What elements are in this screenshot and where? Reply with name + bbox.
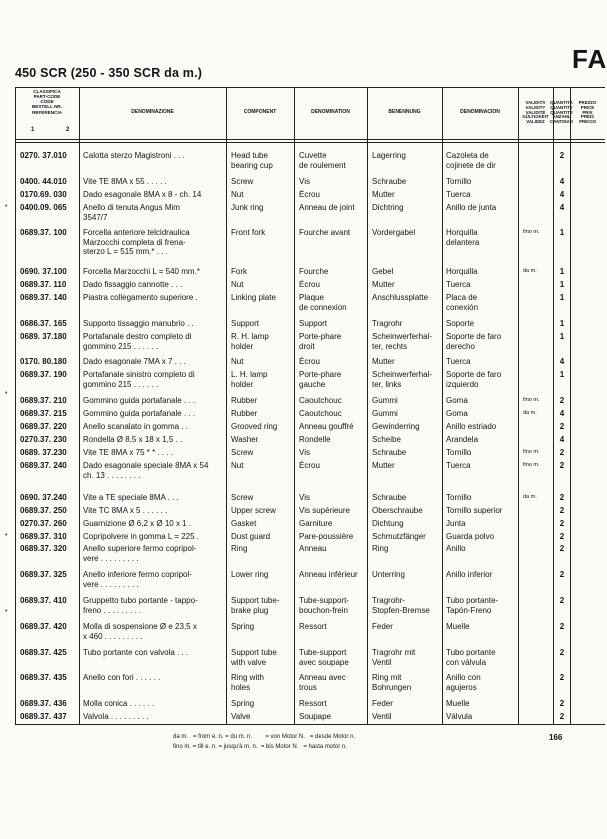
english-name: Screw [231,493,254,502]
quantity: 2 [559,461,565,470]
quantity: 4 [559,203,565,212]
german-name: Gummi [372,409,398,418]
part-code: 0689.37. 437 [20,712,67,721]
german-name: Dichtring [372,203,404,212]
german-name: Gebel [372,267,394,276]
spanish-name: Anillo [446,544,466,553]
italian-name: Vite a TE speciale 8MA . . . [83,493,179,502]
spanish-name: Arandela [446,435,479,444]
english-name: Ring with holes [231,673,264,692]
italian-name: Tubo portante con valvola . . . [83,648,189,657]
german-name: Scheinwerferhal- ter, links [372,370,433,389]
french-name: Pare-poussière [299,532,354,541]
french-name: Écrou [299,190,320,199]
column-rule [79,87,80,725]
spanish-name: Tuerca [446,357,471,366]
part-code: 0270. 37.010 [20,151,67,160]
german-name: Gummi [372,396,398,405]
german-name: Mutter [372,357,395,366]
french-name: Vis [299,177,310,186]
part-code: 0689.37. 410 [20,596,67,605]
italian-name: Calotta sterzo Magistroni . . . [83,151,185,160]
quantity: 2 [559,519,565,528]
english-name: Nut [231,190,244,199]
italian-name: Molla di sospensione Ø e 23,5 x x 460 . . . . . . . . . [83,622,197,641]
quantity: 4 [559,435,565,444]
italian-name: Forcella anteriore telcidraulica Marzocchi completa di frena- sterzo L = 515 mm.* . . . [83,228,190,256]
german-name: Feder [372,622,393,631]
spanish-name: Tuerca [446,280,471,289]
part-code: 0689. 37.180 [20,332,67,341]
spanish-name: Guarda polvo [446,532,495,541]
italian-name: Supporto tissaggio manubrio . . [83,319,194,328]
french-name: Support [299,319,328,328]
quantity: 2 [559,151,565,160]
scan-dot: • [5,608,8,615]
spanish-name: Muelle [446,699,470,708]
english-name: Spring [231,622,255,631]
spanish-name: Placa de conexión [446,293,479,312]
italian-name: Rondella Ø 8,5 x 18 x 1,5 . . [83,435,183,444]
quantity: 4 [559,409,565,418]
validity-note: fino m. [523,449,540,455]
english-name: Linking plate [231,293,276,302]
part-code: 0689.37. 100 [20,228,67,237]
english-name: Nut [231,357,244,366]
quantity: 2 [559,596,565,605]
french-name: Anneau inférieur [299,570,358,579]
scan-dot: • [5,532,8,539]
french-name: Porte-phare gauche [299,370,342,389]
quantity: 2 [559,396,565,405]
italian-name: Portafanale destro completo di gommino 215 . . . . . . [83,332,192,351]
french-name: Caoutchouc [299,396,342,405]
german-name: Anschlussplatte [372,293,429,302]
french-name: Écrou [299,461,320,470]
italian-name: Gommino guida portafanale . . . [83,396,196,405]
part-code: 0270.37. 230 [20,435,67,444]
quantity: 2 [559,493,565,502]
english-name: Rubber [231,409,258,418]
italian-name: Anello superiore fermo copripol- vere . . . . . . . . . [83,544,197,563]
german-name: Feder [372,699,393,708]
french-name: Écrou [299,357,320,366]
french-name: Anneau avec trous [299,673,346,692]
spanish-name: Tubo portante con válvula [446,648,496,667]
quantity: 2 [559,570,565,579]
spanish-name: Válvula [446,712,473,721]
german-name: Schraube [372,177,407,186]
quantity: 4 [559,357,565,366]
part-code: 0270.37. 260 [20,519,67,528]
french-name: Caoutchouc [299,409,342,418]
french-name: Tube-support avec soupape [299,648,349,667]
spanish-name: Soporte de faro izquierdo [446,370,502,389]
spanish-name: Tornillo [446,493,472,502]
quantity: 1 [559,280,565,289]
english-name: Grooved ring [231,422,278,431]
quantity: 2 [559,532,565,541]
part-code: 0689.37. 425 [20,648,67,657]
english-name: Spring [231,699,255,708]
french-name: Vis supérieure [299,506,350,515]
part-code: 0689.37. 320 [20,544,67,553]
german-name: Scheibe [372,435,401,444]
english-name: Junk ring [231,203,264,212]
french-name: Ressort [299,699,327,708]
header-spanish: DENOMINACION [460,109,500,116]
page-title: 450 SCR (250 - 350 SCR da m.) [15,66,203,80]
quantity: 2 [559,673,565,682]
header-italian: DENOMINAZIONE [131,109,174,116]
french-name: Tube-support- bouchon-frein [299,596,349,615]
header-figure-1: 1 [31,127,35,133]
english-name: Screw [231,448,254,457]
quantity: 1 [559,228,565,237]
validity-note: da m. [523,410,537,416]
english-name: R. H. lamp holder [231,332,269,351]
validity-note: da m. [523,268,537,274]
column-rule [553,87,554,725]
scan-dot: • [5,390,8,397]
header-double-rule [15,142,605,143]
english-name: Valve [231,712,251,721]
italian-name: Dado esagonale 8MA x 8 - ch. 14 [83,190,202,199]
quantity: 2 [559,506,565,515]
quantity: 4 [559,190,565,199]
italian-name: Anello di tenuta Angus Mim 3547/7 [83,203,180,222]
english-name: Screw [231,177,254,186]
quantity: 1 [559,370,565,379]
spanish-name: Muelle [446,622,470,631]
validity-note: fino m. [523,462,540,468]
english-name: Upper screw [231,506,276,515]
french-name: Plaque de connexion [299,293,347,312]
german-name: Schraube [372,493,407,502]
german-name: Dichtung [372,519,404,528]
spanish-name: Soporte de faro derecho [446,332,502,351]
part-code: 0689.37. 140 [20,293,67,302]
part-code: 0689.37. 190 [20,370,67,379]
part-code: 0400.09. 065 [20,203,67,212]
german-name: Gewinderring [372,422,420,431]
validity-note: fino m. [523,397,540,403]
part-code: 0689.37. 110 [20,280,67,289]
header-validity: VALIDITÀ VALIDITY VALIDITÉ GÜLTIGKEIT VALIDEZ [522,99,549,125]
spanish-name: Tornillo superior [446,506,503,515]
italian-name: Valvola . . . . . . . . . [83,712,149,721]
spanish-name: Goma [446,409,468,418]
french-name: Fourche [299,267,329,276]
italian-name: Dado esagonale speciale 8MA x 54 ch. 13 . . . . . . . . [83,461,209,480]
english-name: Support tube- brake plug [231,596,280,615]
header-part-code: CLASSIFICA PART-CODE CODE BESTELL NR. REFERENCIA [31,89,63,115]
parts-table [15,87,605,725]
german-name: Mutter [372,280,395,289]
italian-name: Copripolvere in gomma L = 225 . [83,532,199,541]
english-name: Washer [231,435,259,444]
spanish-name: Tubo portante- Tapón-Freno [446,596,499,615]
column-rule [15,87,16,725]
italian-name: Anello scanalato in gomma . . [83,422,188,431]
german-name: Schraube [372,448,407,457]
italian-name: Anello inferiore fermo copripol- vere . . . . . . . . . [83,570,192,589]
italian-name: Vite TE 8MA x 55 . . . . . [83,177,167,186]
english-name: Fork [231,267,247,276]
quantity: 2 [559,622,565,631]
german-name: Oberschraube [372,506,423,515]
spanish-name: Tuerca [446,461,471,470]
part-code: 0689.37. 435 [20,673,67,682]
header-bottom-rule [15,139,605,140]
part-code: 0689.37. 325 [20,570,67,579]
german-name: Schmutzfänger [372,532,426,541]
italian-name: Gruppetto tubo portante - tappo- freno . . . . . . . . . [83,596,198,615]
english-name: Support tube with valve [231,648,277,667]
english-name: Gasket [231,519,257,528]
part-code: 0689.37. 220 [20,422,67,431]
header-french: DENOMINATION [311,109,350,116]
part-code: 0689.37. 215 [20,409,67,418]
header-quantity: QUANTITÀ QUANTITY QUANTITÉ ANZAHL CANTIDAD [550,99,573,125]
header-german: BENENNUNG [388,109,421,116]
column-rule [570,87,571,725]
part-code: 0689.37. 436 [20,699,67,708]
german-name: Unterring [372,570,405,579]
italian-name: Guarnizione Ø 6,2 x Ø 10 x 1 . [83,519,192,528]
spanish-name: Tornillo [446,448,472,457]
page-number: 166 [549,733,563,742]
part-code: 0690. 37.100 [20,267,67,276]
validity-note: fino m. [523,229,540,235]
german-name: Vordergabel [372,228,416,237]
french-name: Garniture [299,519,333,528]
quantity: 2 [559,712,565,721]
english-name: Rubber [231,396,258,405]
spanish-name: Tuerca [446,190,471,199]
table-bottom-rule [15,724,605,725]
english-name: Head tube bearing cup [231,151,273,170]
quantity: 1 [559,319,565,328]
spanish-name: Anillo con agujeros [446,673,481,692]
spanish-name: Goma [446,396,468,405]
quantity: 1 [559,267,565,276]
spanish-name: Horquilla [446,267,478,276]
part-code: 0689.37. 210 [20,396,67,405]
quantity: 2 [559,544,565,553]
header-figure-2: 2 [66,127,70,133]
english-name: Nut [231,280,244,289]
french-name: Anneau [299,544,327,553]
english-name: Front fork [231,228,266,237]
french-name: Anneau de joint [299,203,355,212]
italian-name: Portafanale sinistro completo di gommino 215 . . . . . . [83,370,195,389]
german-name: Ring [372,544,389,553]
spanish-name: Anillo estriado [446,422,497,431]
header-price: PREZZO PRICE PRIX PREIS PRECIO [578,99,597,125]
english-name: Ring [231,544,248,553]
italian-name: Anello con fori . . . . . . [83,673,161,682]
german-name: Lagerring [372,151,406,160]
part-code: 0689.37. 420 [20,622,67,631]
part-code: 0689.37. 240 [20,461,67,470]
italian-name: Vite TC 8MA x 5 . . . . . . [83,506,168,515]
english-name: Dust guard [231,532,271,541]
quantity: 2 [559,422,565,431]
validity-note: da m. [523,494,537,500]
french-name: Vis [299,448,310,457]
quantity: 2 [559,699,565,708]
part-code: 0400. 44.010 [20,177,67,186]
german-name: Ventil [372,712,392,721]
english-name: Nut [231,461,244,470]
part-code: 0689. 37.230 [20,448,67,457]
french-name: Vis [299,493,310,502]
german-name: Mutter [372,190,395,199]
part-code: 0170. 80.180 [20,357,67,366]
italian-name: Molla conica . . . . . . [83,699,155,708]
french-name: Rondelle [299,435,331,444]
english-name: Lower ring [231,570,269,579]
quantity: 1 [559,293,565,302]
german-name: Tragrohr mit Ventil [372,648,416,667]
spanish-name: Tornillo [446,177,472,186]
quantity: 2 [559,648,565,657]
italian-name: Piastra collegamento superiore . [83,293,198,302]
part-code: 0170.69. 030 [20,190,67,199]
scan-dot: • [5,203,8,210]
quantity: 1 [559,332,565,341]
french-name: Fourche avant [299,228,351,237]
validity-legend: da m. = from e. n. = du m. n. = von Motor N. = desde Motor n. fino m. = till e. n. = jusqu'à m. n. = bis Motor N. = hasta motor n. [173,734,356,750]
spanish-name: Junta [446,519,466,528]
english-name: Support [231,319,260,328]
header-english: COMPONENT [243,109,277,116]
german-name: Tragrohr [372,319,403,328]
spanish-name: Soporte [446,319,475,328]
part-code: 0689.37. 310 [20,532,67,541]
spanish-name: Horquilla delantera [446,228,480,247]
french-name: Porte-phare droit [299,332,342,351]
french-name: Cuvette de roulement [299,151,346,170]
part-code: 0690. 37.240 [20,493,67,502]
spanish-name: Anillo inferior [446,570,493,579]
spanish-name: Anillo de junta [446,203,497,212]
italian-name: Vite TE 8MA x 75 * * . . . . [83,448,173,457]
italian-name: Dado esagonale 7MA x 7 . . . [83,357,186,366]
german-name: Scheinwerferhal- ter, rechts [372,332,433,351]
english-name: L. H. lamp holder [231,370,268,389]
part-code: 0686.37. 165 [20,319,67,328]
quantity: 4 [559,177,565,186]
spanish-name: Cazoleta de cojinete de dir [446,151,496,170]
quantity: 2 [559,448,565,457]
part-code: 0689.37. 250 [20,506,67,515]
french-name: Écrou [299,280,320,289]
italian-name: Dado fissaggio cannotte . . . [83,280,183,289]
german-name: Ring mit Bohrungen [372,673,412,692]
german-name: Tragrohr- Stopfen-Bremse [372,596,430,615]
french-name: Anneau gouffré [299,422,354,431]
french-name: Ressort [299,622,327,631]
italian-name: Gommino guida portafanale . . . [83,409,196,418]
french-name: Soupape [299,712,332,721]
section-letters: FA [572,44,607,74]
italian-name: Forcella Marzocchi L = 540 mm.* [83,267,200,276]
german-name: Mutter [372,461,395,470]
